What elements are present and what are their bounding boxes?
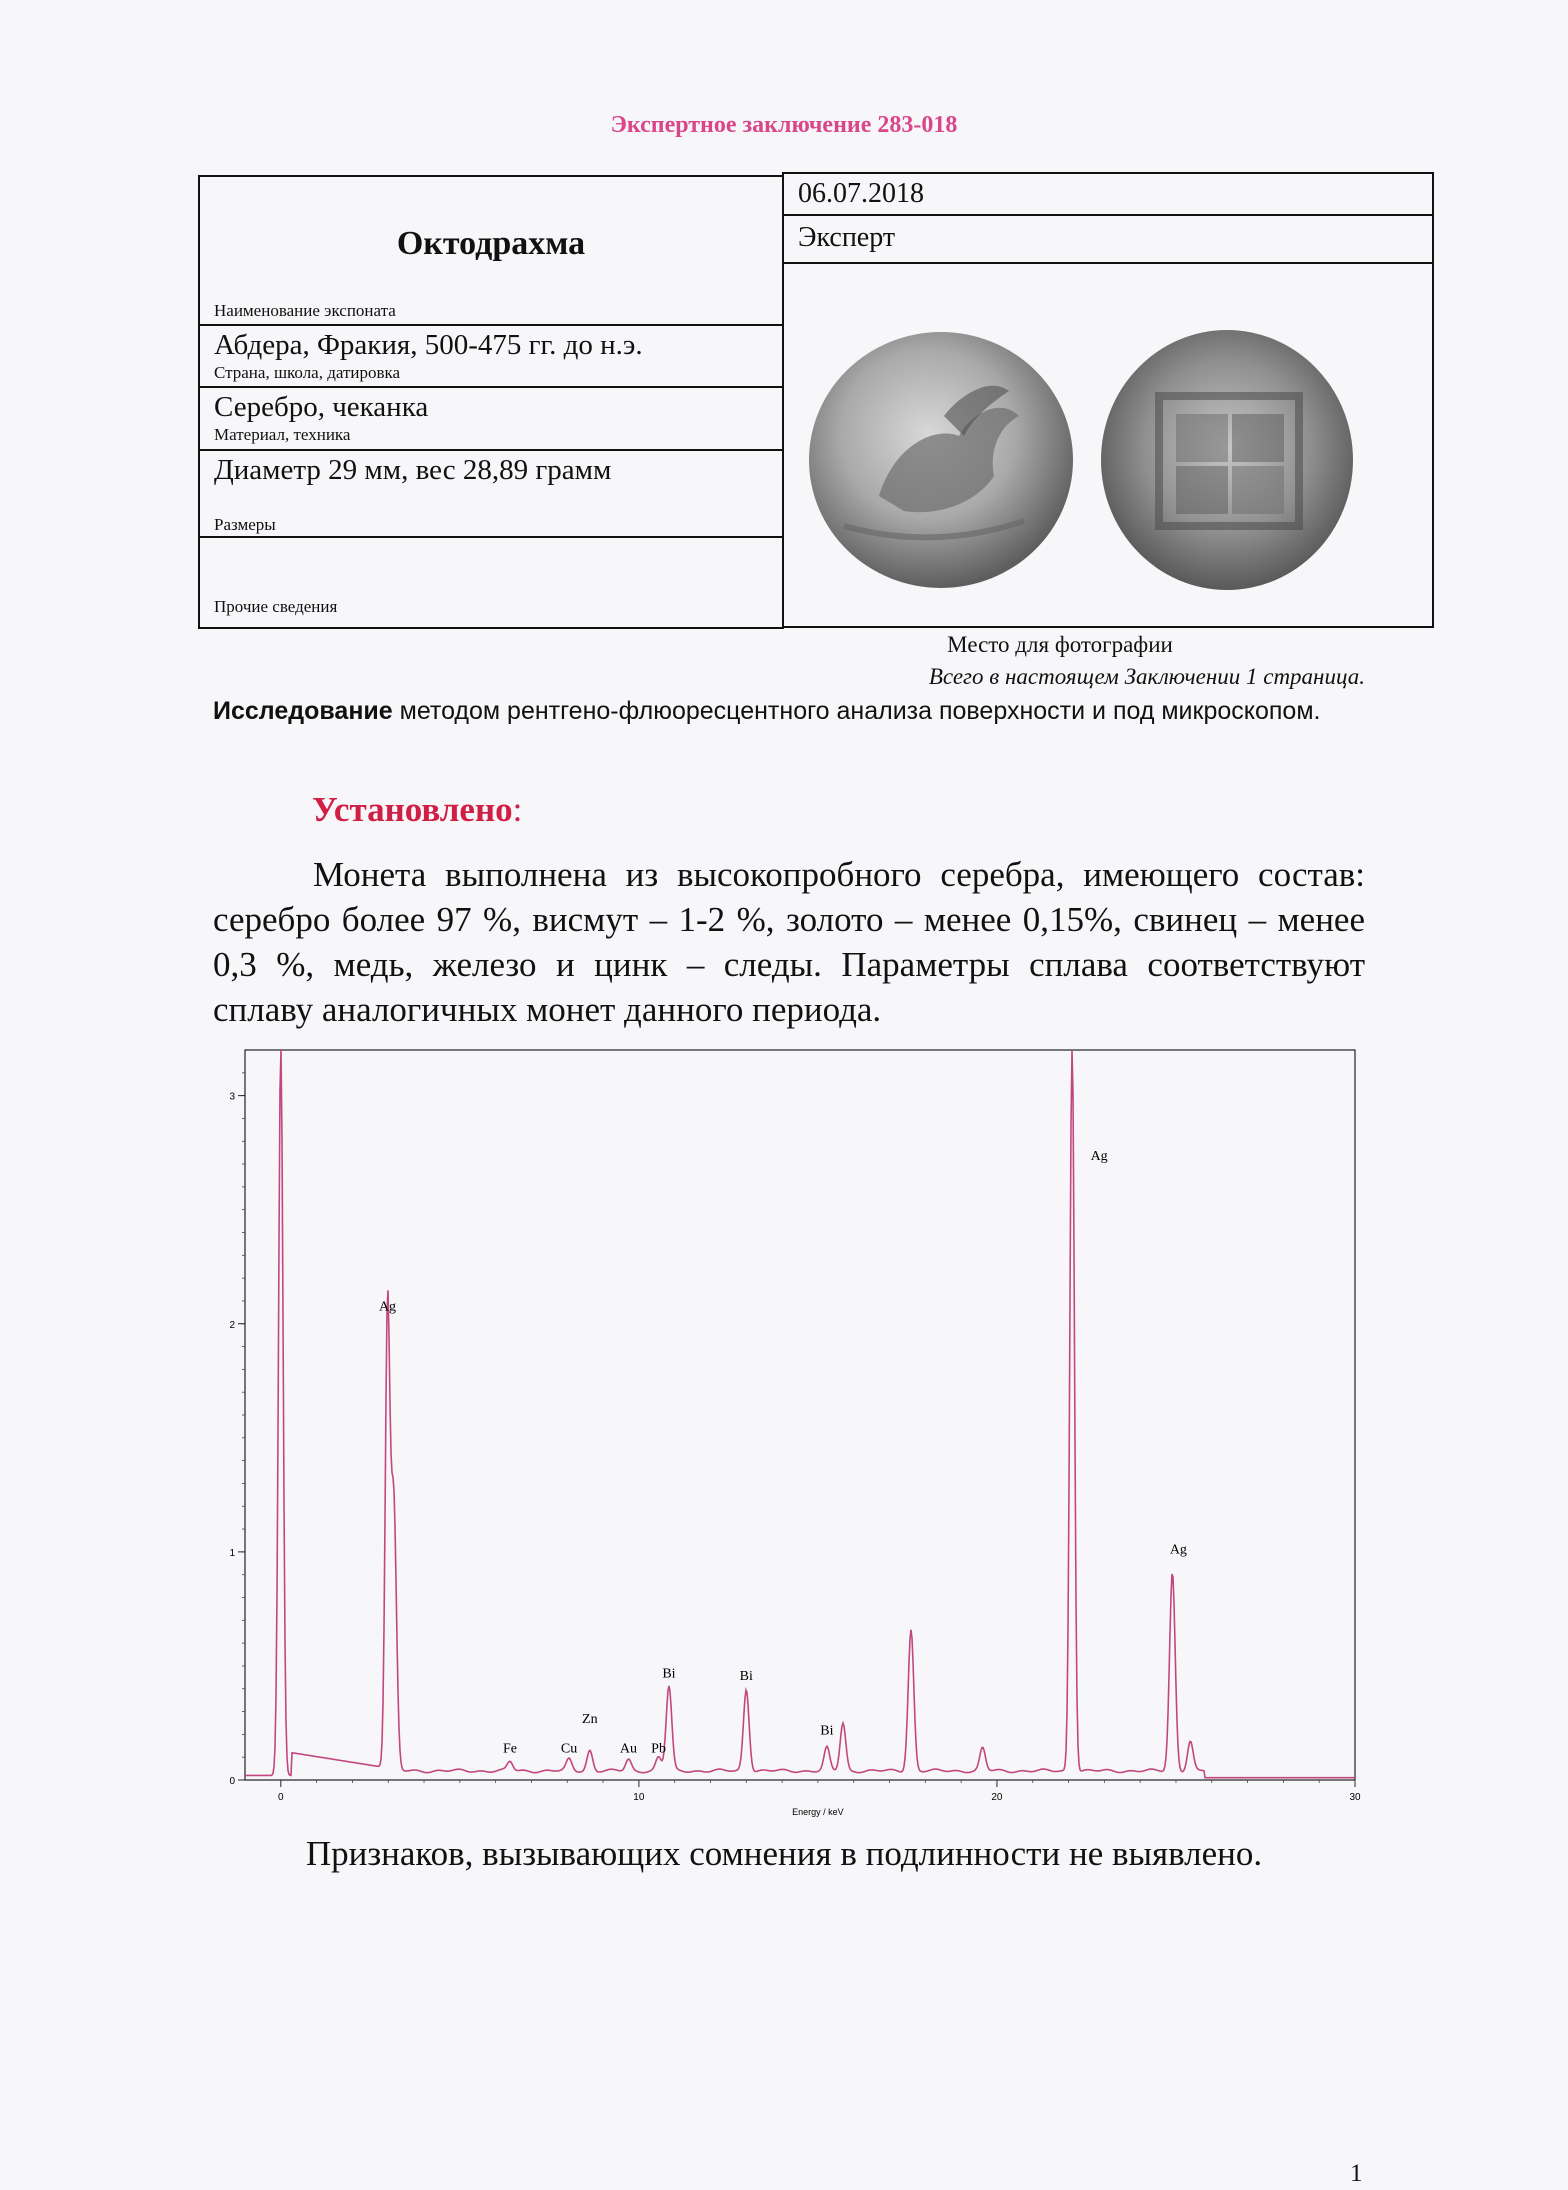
study-paragraph	[213, 694, 1365, 728]
document-title: Экспертное заключение 283-018	[610, 112, 958, 138]
peak-label: Ag	[1169, 1542, 1187, 1558]
table-divider	[200, 324, 782, 326]
pages-note: Всего в настоящем Заключении 1 страница.	[928, 664, 1365, 689]
photo-table	[782, 172, 1434, 628]
x-axis-label: Energy / keV	[792, 1807, 844, 1817]
x-tick-label: 0	[278, 1792, 284, 1803]
size-value: Диаметр 29 мм, вес 28,89 грамм	[214, 454, 612, 486]
table-divider	[784, 262, 1432, 264]
table-divider	[200, 536, 782, 538]
y-tick-label: 0	[229, 1776, 235, 1787]
exhibit-name: Октодрахма	[396, 225, 586, 262]
origin-value: Абдера, Фракия, 500-475 гг. до н.э.	[214, 329, 643, 361]
peak-label: Fe	[502, 1741, 517, 1757]
xrf-spectrum-chart	[200, 1040, 1370, 1825]
peak-label: Ag	[1090, 1149, 1108, 1164]
material-label: Материал, техника	[214, 425, 351, 444]
material-value: Серебро, чеканка	[214, 391, 429, 423]
peak-label: Cu	[560, 1741, 578, 1757]
expert-label: Эксперт	[798, 222, 896, 253]
table-divider	[784, 214, 1432, 216]
other-label: Прочие сведения	[214, 597, 338, 616]
peak-label: Bi	[662, 1666, 676, 1682]
coin-reverse	[1101, 330, 1353, 590]
findings-heading-text: Установлено	[312, 790, 513, 829]
x-tick-label: 30	[1349, 1792, 1361, 1803]
peak-label: Pb	[651, 1741, 666, 1757]
spectrum-svg	[200, 1040, 1370, 1820]
coin-obverse	[809, 332, 1073, 588]
origin-label: Страна, школа, датировка	[214, 363, 401, 382]
report-date: 06.07.2018	[798, 178, 924, 209]
peak-label: Bi	[820, 1723, 834, 1739]
peak-label: Zn	[582, 1711, 598, 1727]
study-bold: Исследование	[213, 697, 393, 725]
x-tick-label: 10	[633, 1792, 645, 1803]
page-number: 1	[1350, 2160, 1363, 2187]
peak-label: Ag	[378, 1299, 397, 1315]
findings-heading-colon: :	[512, 790, 523, 829]
findings-heading	[312, 790, 522, 830]
study-text: методом рентгено-флюоресцентного анализа поверхности и под микроскопом.	[392, 697, 1321, 725]
table-divider	[200, 386, 782, 388]
x-tick-label: 20	[991, 1792, 1003, 1803]
exhibit-info-table	[198, 175, 784, 629]
size-label: Размеры	[214, 515, 276, 534]
y-tick-label: 3	[229, 1091, 235, 1103]
table-divider	[200, 449, 782, 451]
coin-photo	[784, 266, 1432, 626]
y-tick-label: 2	[229, 1319, 235, 1331]
y-tick-label: 1	[229, 1547, 235, 1559]
photo-caption: Место для фотографии	[947, 632, 1173, 657]
spectrum-line	[245, 1050, 1355, 1778]
findings-body: Монета выполнена из высокопробного серебра, имеющего состав: серебро более 97 %, висмут – 1-2 %, золото – менее 0,15%, свинец – менее 0,3 %, медь, железо и цинк – следы. Параметры сплава соответствуют сплаву аналогичных монет данного периода.	[213, 855, 1365, 1029]
coin-photo-image	[784, 266, 1432, 626]
plot-frame	[245, 1050, 1355, 1780]
exhibit-name-label: Наименование экспоната	[214, 301, 396, 320]
conclusion-text: Признаков, вызывающих сомнения в подлинности не выявлено.	[305, 1834, 1263, 1873]
peak-label: Bi	[739, 1668, 753, 1684]
peak-label: Au	[619, 1741, 638, 1757]
